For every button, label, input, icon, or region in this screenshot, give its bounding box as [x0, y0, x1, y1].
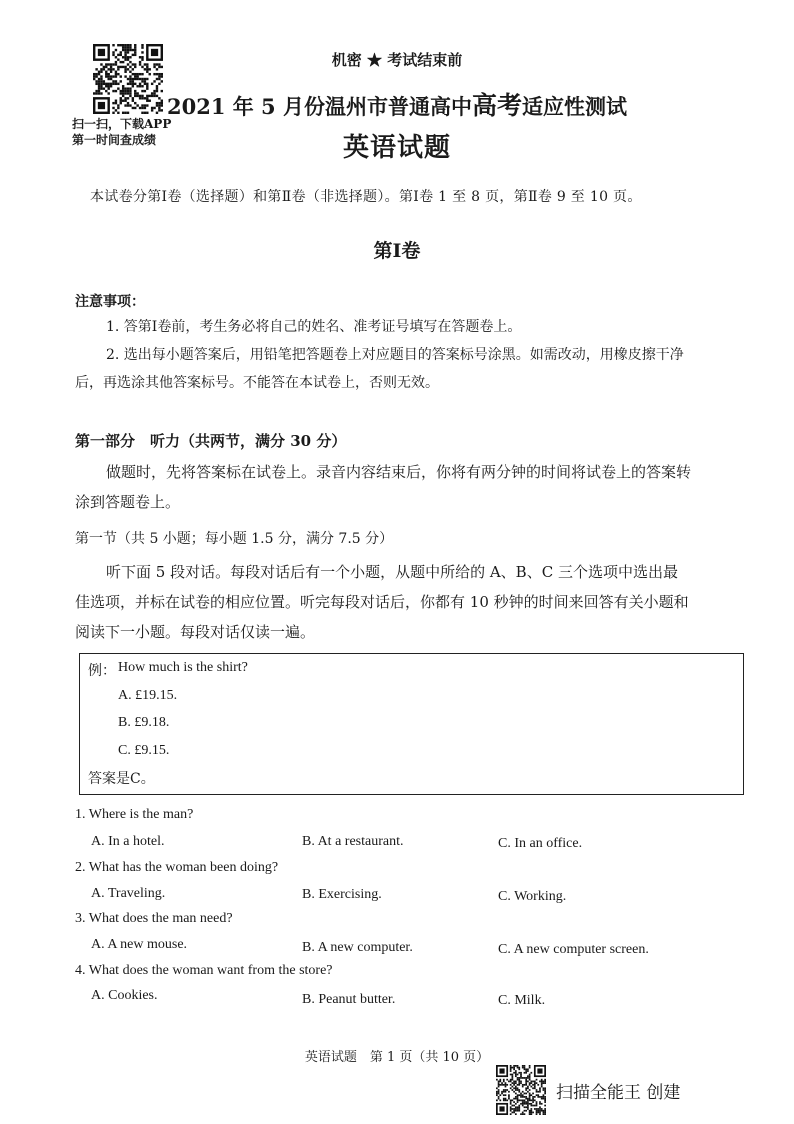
section1-intro-line-2: 佳选项，并标在试卷的相应位置。听完每段对话后，你都有 10 秒钟的时间来回答有关小题和 [75, 593, 689, 611]
question-1-option-a: A. In a hotel. [91, 834, 165, 849]
subject-title: 英语试题 [342, 133, 451, 163]
scanner-watermark-qr-code [496, 1065, 546, 1115]
question-2: 2. What has the woman been doing? [75, 860, 279, 875]
example-option-c: C. £9.15. [118, 743, 170, 758]
section1-intro-line-3: 阅读下一小题。每段对话仅读一遍。 [75, 623, 316, 641]
question-1: 1. Where is the man? [75, 807, 194, 822]
notes-item-2-line-2: 后，再选涂其他答案标号。不能答在本试卷上，否则无效。 [75, 375, 439, 391]
question-4: 4. What does the woman want from the store? [75, 963, 333, 978]
page-footer: 英语试题 第 1 页（共 10 页） [304, 1050, 490, 1065]
question-3-option-a: A. A new mouse. [91, 937, 188, 952]
question-2-option-a: A. Traveling. [91, 886, 166, 901]
question-3-option-b: B. A new computer. [302, 940, 413, 955]
part1-intro-line-1: 做题时，先将答案标在试卷上。录音内容结束后，你将有两分钟的时间将试卷上的答案转 [106, 463, 692, 481]
example-box [79, 653, 744, 795]
example-option-a: A. £19.15. [118, 688, 178, 703]
question-4-option-b: B. Peanut butter. [302, 992, 396, 1007]
question-2-option-b: B. Exercising. [302, 887, 382, 902]
section1-heading: 第一节（共 5 小题；每小题 1.5 分，满分 7.5 分） [75, 531, 394, 547]
notes-heading: 注意事项： [75, 294, 145, 310]
question-4-option-c: C. Milk. [498, 993, 546, 1008]
question-1-option-c: C. In an office. [498, 836, 583, 851]
exam-title-pre: 2021 年 5 月份温州市普通高中 [166, 94, 472, 119]
qr-caption-scores: 第一时间查成绩 [72, 133, 157, 147]
notes-item-2-line-1: 2. 选出每小题答案后，用铅笔把答题卷上对应题目的答案标号涂黑。如需改动，用橡皮擦干净 [106, 347, 684, 363]
example-option-b: B. £9.18. [118, 715, 170, 730]
volume-title: 第Ⅰ卷 [373, 240, 421, 262]
question-3-option-c: C. A new computer screen. [498, 942, 649, 957]
question-1-option-b: B. At a restaurant. [302, 834, 404, 849]
exam-title-big: 高考 [471, 91, 522, 120]
qr-caption-download: 扫一扫，下载APP [72, 117, 172, 131]
scanner-watermark-text: 扫描全能王 创建 [556, 1083, 681, 1103]
example-question: How much is the shirt? [118, 660, 248, 675]
section1-intro-line-1: 听下面 5 段对话。每段对话后有一个小题，从题中所给的 A、B、C 三个选项中选出最 [106, 563, 678, 581]
question-3: 3. What does the man need? [75, 911, 233, 926]
example-answer: 答案是C。 [88, 771, 155, 787]
notes-item-1: 1. 答第Ⅰ卷前，考生务必将自己的姓名、准考证号填写在答题卷上。 [106, 319, 522, 335]
exam-info-line: 本试卷分第Ⅰ卷（选择题）和第Ⅱ卷（非选择题）。第Ⅰ卷 1 至 8 页，第Ⅱ卷 9 至 10 页。 [90, 189, 642, 205]
part1-intro-line-2: 涂到答题卷上。 [75, 493, 181, 511]
confidential-label: 机密 ★ 考试结束前 [331, 51, 463, 69]
part1-heading: 第一部分 听力（共两节，满分 30 分） [75, 432, 347, 450]
example-label: 例： [88, 663, 116, 679]
exam-title-post: 适应性测试 [522, 94, 627, 119]
question-2-option-c: C. Working. [498, 889, 567, 904]
exam-title [0, 86, 794, 122]
question-4-option-a: A. Cookies. [91, 988, 158, 1003]
